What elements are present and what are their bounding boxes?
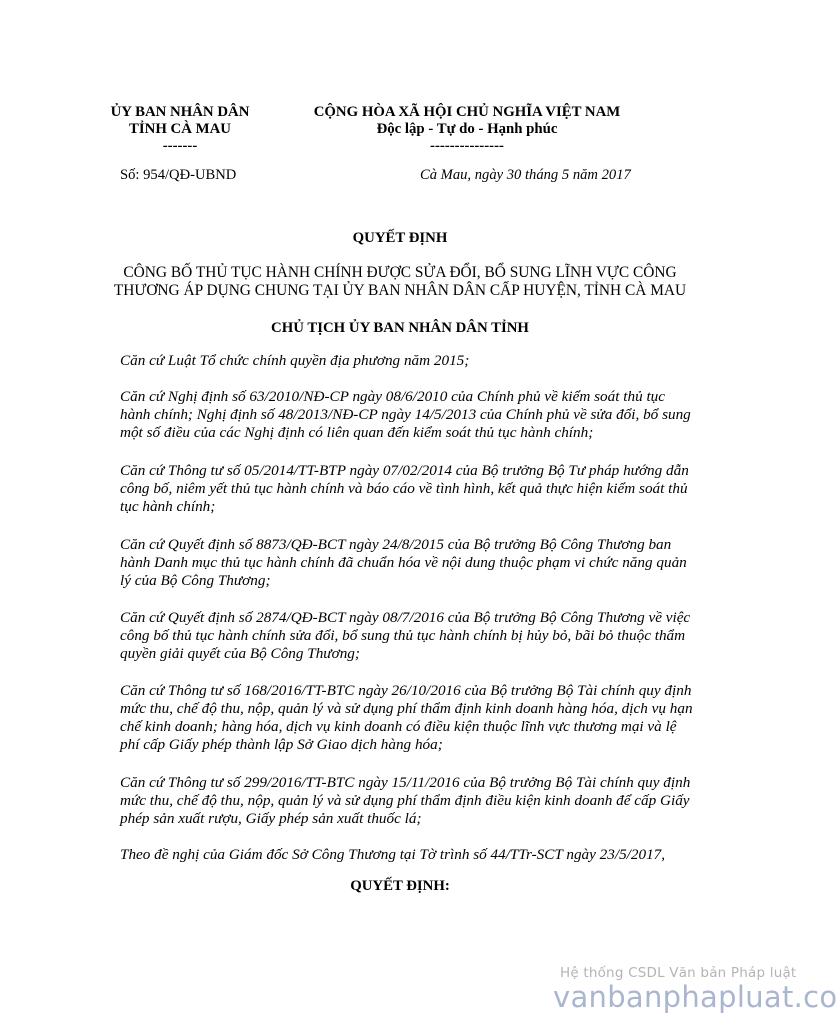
agency-name-line1: ỦY BAN NHÂN DÂN (110, 104, 250, 120)
nation-name: CỘNG HÒA XÃ HỘI CHỦ NGHĨA VIỆT NAM (313, 104, 621, 120)
decision-heading: QUYẾT ĐỊNH: (350, 878, 450, 894)
agency-divider: ------- (162, 138, 198, 154)
nation-motto: Độc lập - Tự do - Hạnh phúc (376, 121, 558, 137)
legal-basis-paragraph: Căn cứ Quyết định số 2874/QĐ-BCT ngày 08/7/2016 của Bộ trưởng Bộ Công Thương về việc công bố thủ tục hành chính sửa đổi, bổ sung thủ tục hành chính bị hủy bỏ, bãi bỏ thuộc thẩm quyền giải quyết của Bộ Công Thương; (120, 609, 691, 662)
watermark-caption: Hệ thống CSDL Văn bản Pháp luật (560, 965, 797, 981)
legal-basis-paragraph: Căn cứ Thông tư số 299/2016/TT-BTC ngày 15/11/2016 của Bộ trưởng Bộ Tài chính quy định mức thu, chế độ thu, nộp, quản lý và sử dụng phí thẩm định điều kiện kinh doanh để cấp Giấy phép sản xuất rượu, Giấy phép sản xuất thuốc lá; (120, 774, 691, 827)
proposal-paragraph: Theo đề nghị của Giám đốc Sở Công Thương tại Tờ trình số 44/TTr-SCT ngày 23/5/2017, (120, 846, 666, 863)
watermark-domain: vanbanphapluat.co (553, 980, 837, 1014)
national-motto-block (292, 104, 642, 155)
issuer-title: CHỦ TỊCH ỦY BAN NHÂN DÂN TỈNH (271, 320, 529, 336)
legal-basis-paragraph: Căn cứ Nghị định số 63/2010/NĐ-CP ngày 08/6/2010 của Chính phủ về kiểm soát thủ tục hành chính; Nghị định số 48/2013/NĐ-CP ngày 14/5/2013 của Chính phủ về sửa đổi, bổ sung một số điều của các Nghị định có liên quan đến kiểm soát thủ tục hành chính; (120, 388, 691, 441)
nation-divider: --------------- (430, 138, 504, 154)
document-title: QUYẾT ĐỊNH (352, 230, 448, 246)
agency-name-line2: TỈNH CÀ MAU (129, 121, 231, 137)
legal-basis-paragraph: Căn cứ Quyết định số 8873/QĐ-BCT ngày 24/8/2015 của Bộ trưởng Bộ Công Thương ban hành Danh mục thủ tục hành chính đã chuẩn hóa về nội dung thuộc phạm vi chức năng quản lý của Bộ Công Thương; (120, 536, 687, 589)
issuing-agency-block (95, 104, 265, 155)
legal-basis-paragraph: Căn cứ Thông tư số 168/2016/TT-BTC ngày 26/10/2016 của Bộ trưởng Bộ Tài chính quy định mức thu, chế độ thu, nộp, quản lý và sử dụng phí thẩm định kinh doanh hàng hóa, dịch vụ hạn chế kinh doanh; hàng hóa, dịch vụ kinh doanh có điều kiện thuộc lĩnh vực thương mại và lệ phí cấp Giấy phép thành lập Sở Giao dịch hàng hóa; (120, 682, 693, 753)
legal-basis-paragraph: Căn cứ Thông tư số 05/2014/TT-BTP ngày 07/02/2014 của Bộ trưởng Bộ Tư pháp hướng dẫn công bố, niêm yết thủ tục hành chính và báo cáo về tình hình, kết quả thực hiện kiểm soát thủ tục hành chính; (120, 462, 689, 515)
document-number: Số: 954/QĐ-UBND (120, 167, 237, 183)
document-date-place: Cà Mau, ngày 30 tháng 5 năm 2017 (420, 167, 631, 183)
legal-basis-paragraph: Căn cứ Luật Tổ chức chính quyền địa phương năm 2015; (120, 352, 470, 369)
document-subject: CÔNG BỐ THỦ TỤC HÀNH CHÍNH ĐƯỢC SỬA ĐỔI, BỔ SUNG LĨNH VỰC CÔNG THƯƠNG ÁP DỤNG CHUNG TẠI ỦY BAN NHÂN DÂN CẤP HUYỆN, TỈNH CÀ MAU (113, 264, 687, 299)
